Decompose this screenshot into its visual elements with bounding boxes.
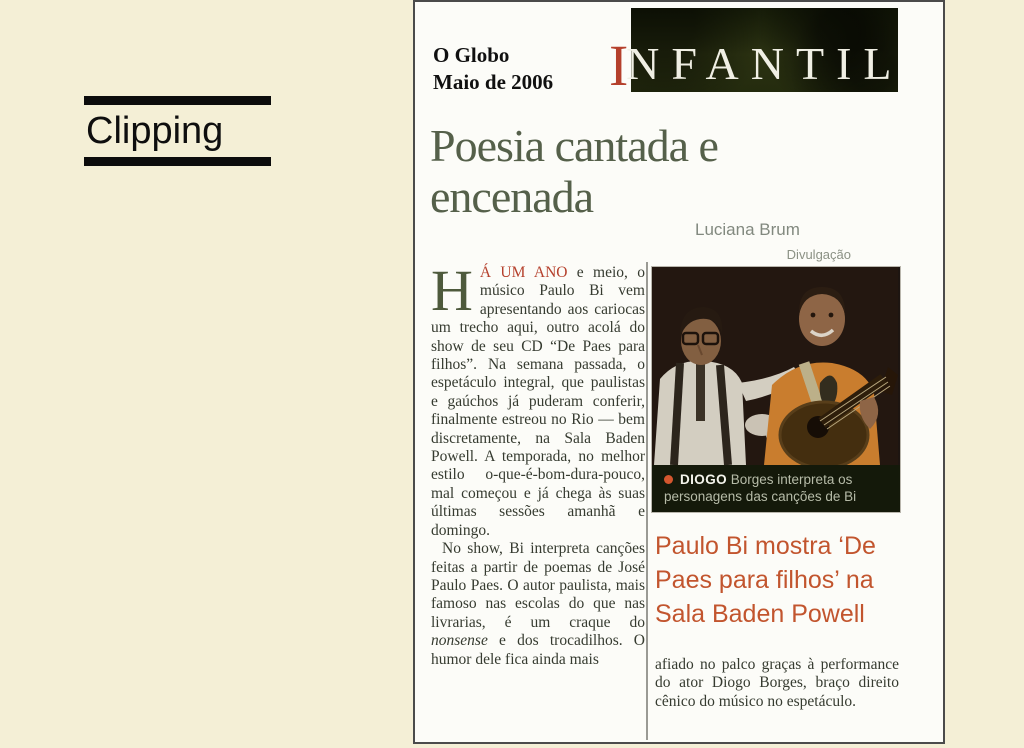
paragraph-2-italic: nonsense — [431, 632, 488, 650]
section-banner-text: NFANTIL — [626, 38, 904, 89]
article-paragraph-3: afiado no palco graças à performance do ator Diogo Borges, braço direito cênico do músico no espetáculo. — [655, 656, 899, 710]
article-byline: Luciana Brum — [695, 220, 800, 239]
subhead-line1: Paulo Bi mostra ‘De — [655, 532, 876, 560]
title-rule-top — [84, 96, 271, 105]
subhead-line2: Paes para filhos’ na — [655, 566, 874, 594]
headline-line2: encenada — [430, 171, 594, 222]
photo-illustration — [652, 267, 898, 465]
section-banner — [609, 8, 904, 98]
headline-line1: Poesia cantada e — [430, 120, 718, 171]
paragraph-2-text-a: No show, Bi interpreta canções feitas a partir de poemas de José Paulo Paes. O autor paulista, mais famoso nas escolas do que nas livrarias, é um craque do — [431, 540, 645, 631]
caption-text: Borges interpreta os personagens das canções de Bi — [664, 472, 857, 504]
article-column-2 — [655, 656, 899, 711]
article-paragraph-1 — [431, 258, 645, 540]
drop-cap: H — [431, 258, 473, 323]
publication-date: Maio de 2006 — [433, 70, 554, 94]
publication-name: O Globo — [433, 43, 510, 67]
slide-title-block — [84, 96, 271, 166]
lead-in-text: Á UM ANO — [479, 264, 568, 281]
article-photo — [651, 266, 901, 513]
caption-lead: DIOGO — [680, 472, 728, 487]
newspaper-clipping — [413, 0, 945, 744]
column-divider — [646, 262, 648, 740]
article-subhead — [655, 529, 876, 631]
section-banner-box — [626, 8, 904, 92]
paragraph-1-text: e meio, o músico Paulo Bi vem apresentando aos cariocas um trecho aqui, outro acolá do show de seu CD “De Paes para filhos”. Na semana passada, o espetáculo integral, que paulistas e gaúchos já puderam conferir, finalmente estreou no Rio — bem discretamente, na Sala Baden Powell. A temporada, no melhor estilo o-que-é-bom-dura-pouco, mal começou e já chega às suas últimas sessões amanhã e domingo. — [431, 264, 645, 539]
section-banner-initial: I — [609, 32, 629, 98]
article-column-1 — [431, 258, 645, 669]
photo-caption — [652, 465, 900, 512]
article-paragraph-2 — [431, 540, 645, 669]
caption-bullet-icon — [664, 475, 673, 484]
subhead-line3: Sala Baden Powell — [655, 600, 865, 628]
photo-credit: Divulgação — [786, 247, 851, 262]
slide-title: Clipping — [86, 110, 224, 152]
publication-masthead — [433, 42, 553, 96]
title-rule-bottom — [84, 157, 271, 166]
paragraph-2-text-b: e dos trocadilhos. O humor dele fica ainda mais — [431, 632, 645, 668]
article-headline — [430, 120, 718, 222]
